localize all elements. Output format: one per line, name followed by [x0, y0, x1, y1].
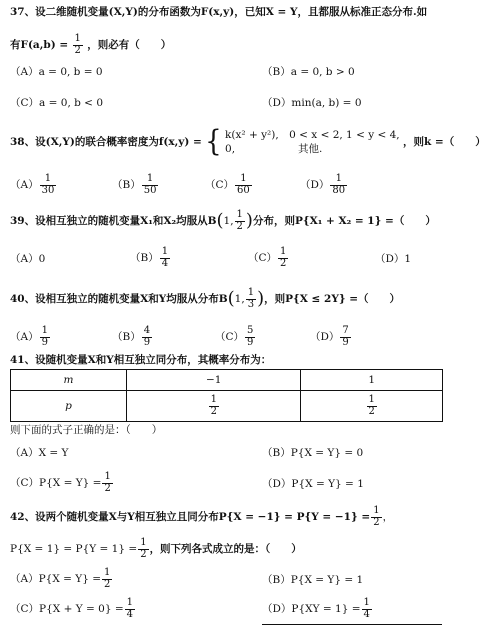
q41-cell-1: 1	[301, 370, 443, 391]
q42-option-a: （A）P{X = Y} = $\frac{1}{2}$	[10, 567, 111, 590]
q40-stem-pre: 40、设相互独立的随机变量X和Y均服从分布B	[10, 293, 228, 305]
q42-option-d: （D）P{XY = 1} = $\frac{1}{4}$	[262, 597, 370, 620]
q42-option-b: （B）P{X = Y} = 1	[262, 574, 364, 586]
q37-fraction: $\frac{1}{2}$	[74, 33, 81, 56]
q37-line2-pre: 有F(a,b) =	[10, 39, 69, 51]
q41-option-a: （A）X = Y	[10, 447, 69, 459]
q41-option-b: （B）P{X = Y} = 0	[262, 447, 364, 459]
q38-stem	[10, 125, 486, 159]
q41-cell-p: p	[11, 391, 127, 422]
q41-distribution-table	[10, 369, 443, 422]
q40-stem-post: ，则P{X ≤ 2Y} =（ ）	[264, 293, 401, 305]
q39-param-fraction: $\frac{1}{2}$	[236, 209, 243, 232]
q39-option-b: （B） $\frac{1}{4}$	[130, 246, 169, 269]
q37-stem-line2	[10, 34, 171, 56]
q39-option-d: （D）1	[375, 253, 412, 265]
q38-case-1: k(x² + y²), 0 < x < 2, 1 < y < 4,	[225, 129, 400, 141]
q38-option-b: （B） $\frac{1}{50}$	[112, 173, 157, 196]
q37-stem-line1: 37、设二维随机变量(X,Y)的分布函数为F(x,y)，已知X = Y，且都服从标准正态分布.如	[10, 6, 428, 18]
q38-option-d: （D） $\frac{1}{80}$	[300, 173, 346, 196]
q37-line2-post: ，则必有（ ）	[87, 39, 172, 51]
q41-cell-prob-1: $\frac{1}{2}$	[127, 391, 301, 422]
q38-option-a: （A） $\frac{1}{30}$	[10, 173, 55, 196]
q39-option-c: （C） $\frac{1}{2}$	[248, 246, 287, 269]
q38-stem-post: ，则k =（ ）	[402, 136, 486, 149]
q40-option-d: （D） $\frac{7}{9}$	[310, 325, 349, 348]
q37-option-c: （C）a = 0, b < 0	[10, 97, 103, 109]
q39-option-a: （A）0	[10, 253, 46, 265]
q39-stem: 39、设相互独立的随机变量X₁和X₂均服从B(1, $\frac{1}{2}$ )分布，则P{X₁ + X₂ = 1} =（ ）	[10, 209, 436, 232]
q40-stem: 40、设相互独立的随机变量X和Y均服从分布B(1, $\frac{1}{3}$ )，则P{X ≤ 2Y} =（ ）	[10, 287, 401, 310]
q40-option-c: （C） $\frac{5}{9}$	[215, 325, 254, 348]
q42-option-c: （C）P{X + Y = 0} = $\frac{1}{4}$	[10, 597, 134, 620]
q40-option-a: （A） $\frac{1}{9}$	[10, 325, 48, 348]
q38-cases	[225, 128, 400, 156]
q41-option-d: （D）P{X = Y} = 1	[262, 478, 364, 490]
q41-option-c: （C）P{X = Y} = $\frac{1}{2}$	[10, 471, 111, 494]
q41-after: 则下面的式子正确的是：（ ）	[10, 424, 163, 436]
q38-brace: {	[205, 125, 222, 159]
q38-option-c: （C） $\frac{1}{60}$	[205, 173, 250, 196]
q38-stem-pre: 38、设(X,Y)的联合概率密度为f(x,y) =	[10, 136, 202, 149]
q37-option-a: （A）a = 0, b = 0	[10, 66, 103, 78]
q41-cell-minus1: −1	[127, 370, 301, 391]
q39-stem-pre: 39、设相互独立的随机变量X₁和X₂均服从B	[10, 215, 217, 227]
q40-option-b: （B） $\frac{4}{9}$	[112, 325, 151, 348]
q41-cell-prob-2: $\frac{1}{2}$	[301, 391, 443, 422]
q38-case-2: 0, 其他.	[225, 143, 323, 156]
q40-param-fraction: $\frac{1}{3}$	[247, 287, 255, 310]
q42-stem-line1: 42、设两个随机变量X与Y相互独立且同分布P{X = −1} = P{Y = −1} = $\frac{1}{2}$ ，	[10, 505, 394, 528]
page-bottom-rule	[262, 624, 442, 625]
q42-stem-line2: P{X = 1} = P{Y = 1} = $\frac{1}{2}$ ，则下列各式成立的是：（ ）	[10, 537, 302, 560]
q37-option-b: （B）a = 0, b > 0	[262, 66, 355, 78]
q37-option-d: （D）min(a, b) = 0	[262, 97, 362, 109]
q41-cell-m: m	[11, 370, 127, 391]
q41-stem: 41、设随机变量X和Y相互独立同分布，其概率分布为：	[10, 354, 272, 366]
q39-stem-post: 分布，则P{X₁ + X₂ = 1} =（ ）	[252, 215, 436, 227]
